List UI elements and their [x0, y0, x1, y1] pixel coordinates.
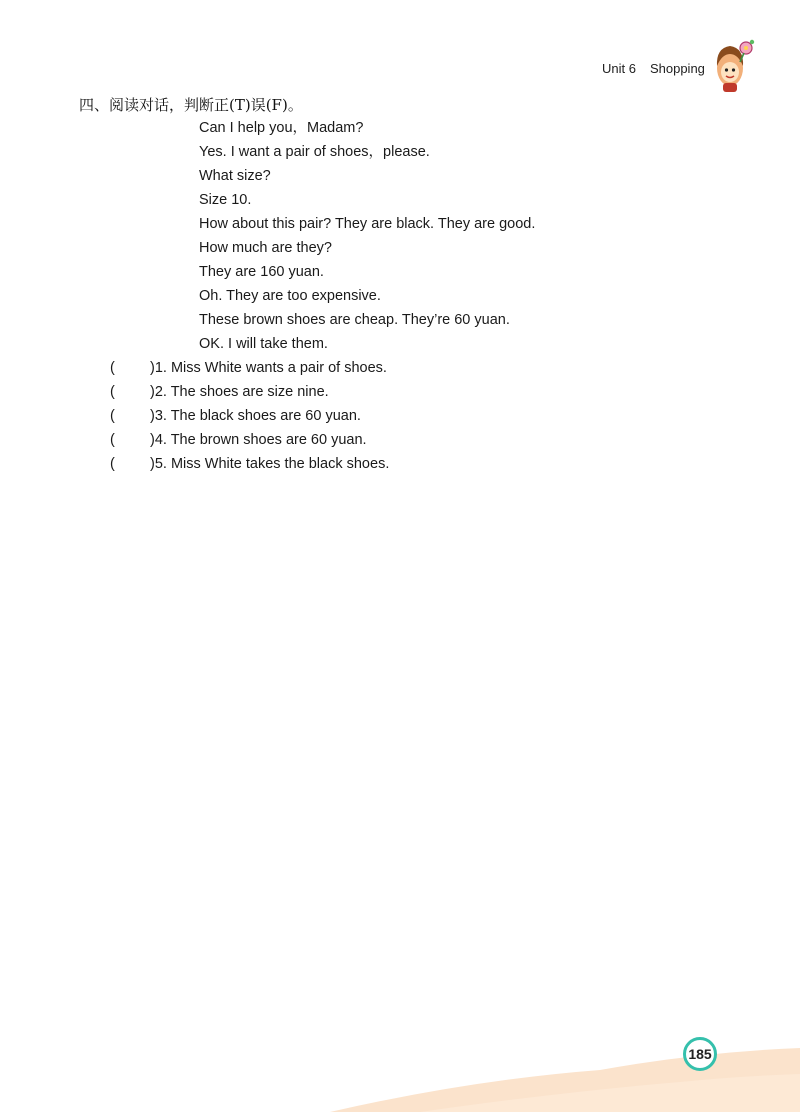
statement-item — [110, 429, 367, 451]
statement-item — [110, 357, 387, 379]
statement-text: )3. The black shoes are 60 yuan. — [150, 408, 361, 424]
page-number-badge: 185 — [683, 1037, 717, 1071]
speech-text: Oh. They are too expensive. — [199, 288, 381, 304]
statement-text: )4. The brown shoes are 60 yuan. — [150, 432, 367, 448]
statement-text: )2. The shoes are size nine. — [150, 384, 329, 400]
speech-text: They are 160 yuan. — [199, 264, 324, 280]
answer-blank[interactable]: ( — [110, 456, 115, 472]
answer-blank[interactable]: ( — [110, 408, 115, 424]
unit-label: Unit 6 — [602, 61, 636, 76]
speech-text: These brown shoes are cheap. They’re 60 yuan. — [199, 312, 510, 328]
speech-text: How about this pair? They are black. They are good. — [199, 216, 536, 232]
section-title: 四、阅读对话，判断正(T)误(F)。 — [79, 96, 303, 114]
speech-text: What size? — [199, 168, 271, 184]
speech-text: Can I help you，Madam? — [199, 120, 364, 136]
statement-item — [110, 381, 329, 403]
girl-with-flower-mascot-icon — [708, 36, 756, 96]
statement-item — [110, 453, 389, 475]
answer-blank[interactable]: ( — [110, 384, 115, 400]
statement-text: )5. Miss White takes the black shoes. — [150, 456, 390, 472]
bottom-wave-decoration — [0, 1030, 800, 1112]
speech-text: How much are they? — [199, 240, 332, 256]
answer-blank[interactable]: ( — [110, 360, 115, 376]
answer-blank[interactable]: ( — [110, 432, 115, 448]
speech-text: Yes. I want a pair of shoes，please. — [199, 144, 430, 160]
running-header — [602, 61, 705, 76]
statement-item — [110, 405, 361, 427]
speech-text: Size 10. — [199, 192, 252, 208]
statement-text: )1. Miss White wants a pair of shoes. — [150, 360, 387, 376]
topic-label: Shopping — [649, 61, 705, 76]
speech-text: OK. I will take them. — [199, 336, 328, 352]
